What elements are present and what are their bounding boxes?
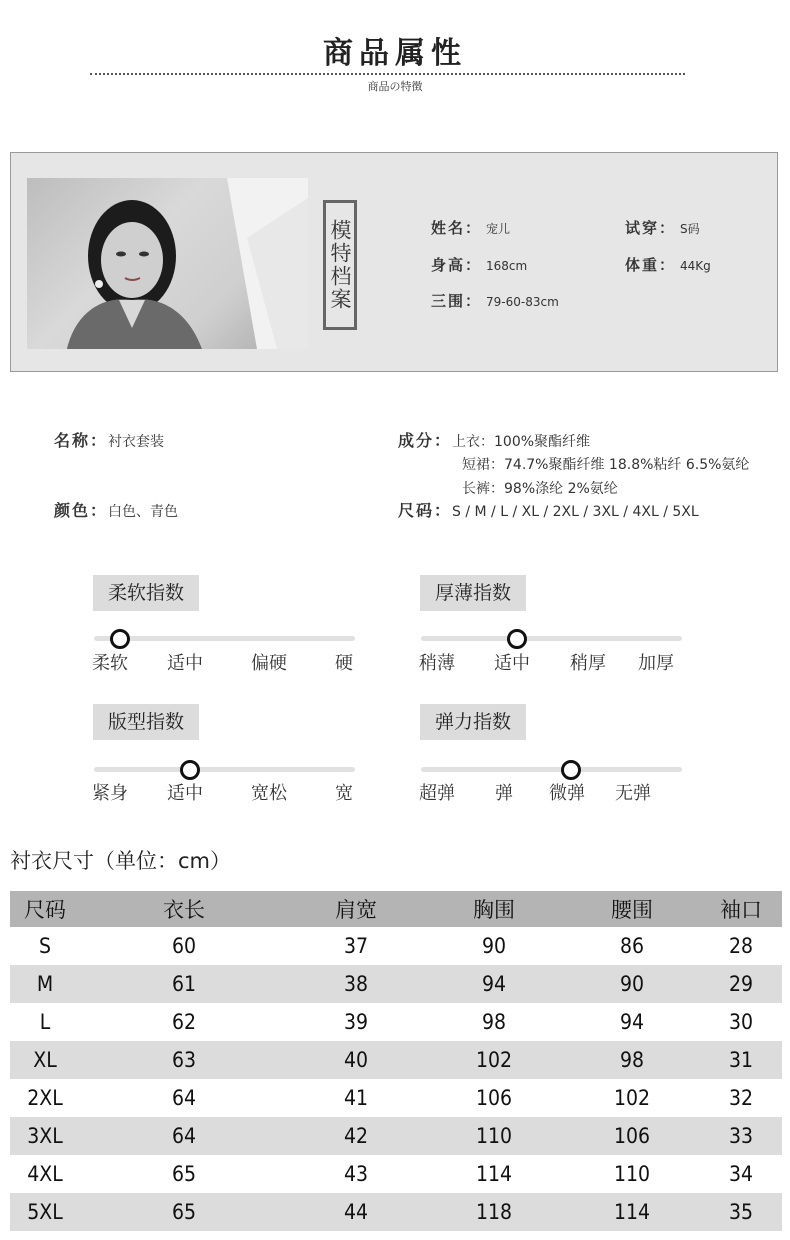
table-cell: 114 — [564, 1193, 700, 1231]
table-cell: 31 — [700, 1041, 782, 1079]
softness-tick-1: 柔软 — [92, 653, 128, 674]
column-header-chest: 胸围 — [424, 891, 564, 927]
table-cell: 98 — [481, 1010, 507, 1034]
table-cell: 29 — [700, 965, 782, 1003]
elasticity-tick-2: 弹 — [495, 783, 513, 804]
table-row — [10, 1041, 782, 1079]
table-cell: 64 — [80, 1117, 288, 1155]
table-cell: S — [39, 934, 51, 958]
product-composition: 成分：上衣：100%聚酯纤维 — [398, 431, 591, 450]
model-height-field: 身高： 168cm — [431, 256, 528, 274]
product-name: 名称：衬衣套装 — [54, 431, 165, 450]
model-photo — [27, 178, 308, 349]
thickness-index-track — [421, 636, 682, 641]
table-cell: 114 — [475, 1162, 513, 1186]
table-cell: 110 — [424, 1117, 564, 1155]
softness-tick-3: 偏硬 — [251, 653, 287, 674]
table-cell: 65 — [80, 1193, 288, 1231]
table-cell: 38 — [288, 965, 424, 1003]
table-cell: XL — [10, 1041, 80, 1079]
table-cell: 62 — [171, 1010, 197, 1034]
fit-tick-4: 宽 — [335, 783, 353, 804]
column-header-shoulder: 肩宽 — [288, 891, 424, 927]
table-cell: 3XL — [10, 1117, 80, 1155]
elasticity-tick-4: 无弹 — [615, 783, 651, 804]
softness-tick-2: 适中 — [167, 653, 203, 674]
table-row — [10, 965, 782, 1003]
size-table-header-row — [10, 891, 782, 927]
column-header-waist: 腰围 — [564, 891, 700, 927]
model-tryon-size-field: 试穿： S码 — [625, 219, 700, 237]
table-cell: 86 — [619, 934, 645, 958]
table-cell: 41 — [343, 1086, 369, 1110]
column-header-length: 衣长 — [80, 891, 288, 927]
fit-tick-1: 紧身 — [92, 783, 128, 804]
thickness-tick-4: 加厚 — [638, 653, 674, 674]
table-row — [10, 1003, 782, 1041]
table-cell: 65 — [171, 1162, 197, 1186]
model-name-field: 姓名： 宠儿 — [431, 219, 511, 237]
elasticity-index-knob — [561, 760, 581, 780]
table-cell: 102 — [424, 1041, 564, 1079]
table-cell: 63 — [80, 1041, 288, 1079]
table-cell: 2XL — [27, 1086, 63, 1110]
elasticity-tick-3: 微弹 — [549, 783, 585, 804]
table-cell: 102 — [613, 1086, 651, 1110]
table-cell: 34 — [728, 1162, 754, 1186]
elasticity-index-title: 弹力指数 — [420, 704, 526, 740]
table-row — [10, 1117, 782, 1155]
table-cell: 64 — [171, 1086, 197, 1110]
table-row — [10, 927, 782, 965]
table-cell: 90 — [564, 965, 700, 1003]
softness-index-title: 柔软指数 — [93, 575, 199, 611]
page-subtitle: 商品の特徴 — [367, 80, 423, 93]
elasticity-tick-1: 超弹 — [419, 783, 455, 804]
fit-index-title: 版型指数 — [93, 704, 199, 740]
table-cell: 30 — [728, 1010, 754, 1034]
table-cell: 4XL — [27, 1162, 63, 1186]
table-cell: 35 — [700, 1193, 782, 1231]
table-cell: 98 — [564, 1041, 700, 1079]
elasticity-index-track — [421, 767, 682, 772]
table-cell: 33 — [700, 1117, 782, 1155]
softness-index-knob — [110, 629, 130, 649]
size-table — [10, 891, 782, 1231]
table-cell: 61 — [80, 965, 288, 1003]
composition-skirt-line: 短裙：74.7%聚酯纤维 18.8%粘纤 6.5%氨纶 — [462, 457, 750, 473]
size-table-heading: 衬衣尺寸（单位：cm） — [10, 849, 232, 873]
model-profile-label: 模特档案 — [323, 200, 357, 330]
table-cell: 43 — [343, 1162, 369, 1186]
thickness-index-knob — [507, 629, 527, 649]
table-row — [10, 1155, 782, 1193]
table-cell: 94 — [619, 1010, 645, 1034]
table-cell: 44 — [288, 1193, 424, 1231]
fit-tick-2: 适中 — [167, 783, 203, 804]
table-row — [10, 1079, 782, 1117]
thickness-tick-2: 适中 — [494, 653, 530, 674]
thickness-tick-3: 稍厚 — [570, 653, 606, 674]
model-measurements-field: 三围： 79-60-83cm — [431, 292, 559, 310]
model-profile-card — [10, 152, 778, 372]
column-header-cuff: 袖口 — [700, 891, 782, 927]
page-title: 商品属性 — [323, 36, 467, 71]
table-cell: 5XL — [10, 1193, 80, 1231]
fit-index-track — [94, 767, 355, 772]
product-sizes: 尺码：S / M / L / XL / 2XL / 3XL / 4XL / 5XL — [398, 501, 699, 520]
table-cell: 110 — [613, 1162, 651, 1186]
table-cell: 32 — [728, 1086, 754, 1110]
thickness-index-title: 厚薄指数 — [420, 575, 526, 611]
table-cell: 39 — [343, 1010, 369, 1034]
softness-index-track — [94, 636, 355, 641]
product-color: 颜色：白色、青色 — [54, 501, 179, 520]
fit-tick-3: 宽松 — [251, 783, 287, 804]
title-divider — [90, 73, 685, 75]
column-header-size: 尺码 — [10, 891, 80, 927]
softness-tick-4: 硬 — [335, 653, 353, 674]
fit-index-knob — [180, 760, 200, 780]
table-cell: 28 — [728, 934, 754, 958]
table-cell: 106 — [564, 1117, 700, 1155]
table-cell: L — [39, 1010, 51, 1034]
table-cell: 106 — [475, 1086, 513, 1110]
model-weight-field: 体重： 44Kg — [625, 256, 711, 274]
table-cell: 118 — [424, 1193, 564, 1231]
table-cell: 90 — [481, 934, 507, 958]
thickness-tick-1: 稍薄 — [419, 653, 455, 674]
table-row — [10, 1193, 782, 1231]
composition-pants-line: 长裤：98%涤纶 2%氨纶 — [462, 481, 618, 497]
table-cell: 40 — [288, 1041, 424, 1079]
table-cell: 94 — [424, 965, 564, 1003]
table-cell: 60 — [171, 934, 197, 958]
table-cell: 42 — [288, 1117, 424, 1155]
table-cell: M — [10, 965, 80, 1003]
table-cell: 37 — [343, 934, 369, 958]
